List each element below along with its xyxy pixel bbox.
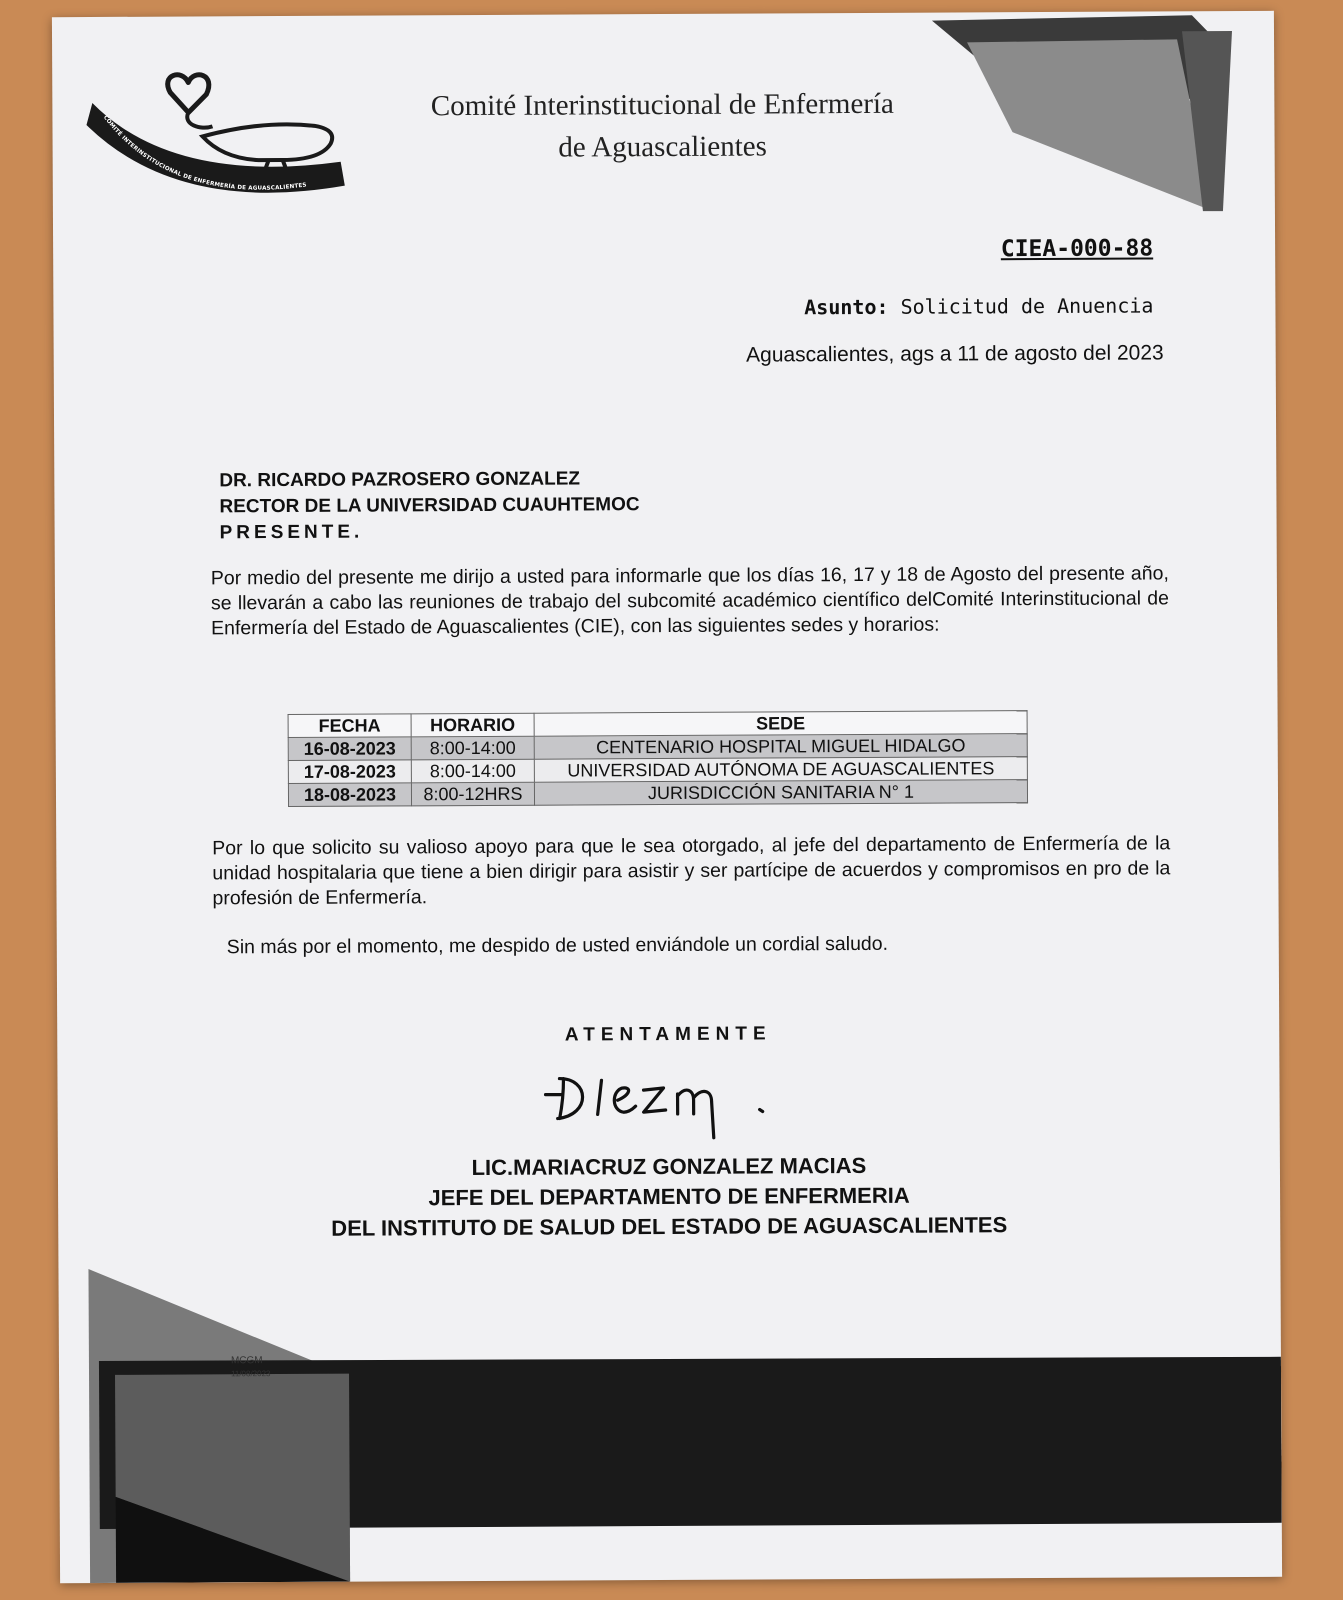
column-header-horario: HORARIO xyxy=(411,713,534,737)
letter-page xyxy=(52,11,1282,1583)
initials-text: MCGM xyxy=(230,1355,263,1367)
table-row xyxy=(288,757,1027,784)
signer-title-line2: DEL INSTITUTO DE SALUD DEL ESTADO DE AGUASCALIENTES xyxy=(331,1212,1008,1241)
cell-fecha: 16-08-2023 xyxy=(288,737,411,761)
subject-line xyxy=(613,293,1153,320)
closing-line: Sin más por el momento, me despido de usted enviándole un cordial saludo. xyxy=(226,932,889,959)
request-paragraph: Por lo que solicito su valioso apoyo para que le sea otorgado, al jefe del departamento de Enfermería de la unidad hospitalaria que tiene a bien dirigir para asistir y ser partícipe de acuerdos y compromisos en pro de la profesión de Enfermería. xyxy=(212,832,1171,910)
cell-horario: 8:00-14:00 xyxy=(411,736,534,760)
committee-title-line2: de Aguascalientes xyxy=(558,130,767,164)
cell-sede: CENTENARIO HOSPITAL MIGUEL HIDALGO xyxy=(534,734,1027,760)
table-row xyxy=(288,780,1027,807)
subject-value: Solicitud de Anuencia xyxy=(900,293,1154,319)
flame-stroke xyxy=(187,112,212,127)
schedule-table xyxy=(288,710,1028,807)
handwritten-signature xyxy=(539,1063,799,1144)
lamp-icon xyxy=(202,124,332,160)
recipient-block xyxy=(219,466,640,546)
footer-decoration xyxy=(58,1251,1282,1583)
committee-title xyxy=(352,82,972,169)
subject-label: Asunto: xyxy=(804,294,889,320)
header-decoration-mid-block xyxy=(967,39,1213,212)
heart-icon xyxy=(168,75,209,113)
initials-date: 11/08/2023 xyxy=(230,1369,271,1379)
signer-title-line1: JEFE DEL DEPARTAMENTO DE ENFERMERIA xyxy=(428,1182,910,1211)
column-header-sede: SEDE xyxy=(534,711,1027,737)
recipient-name: DR. RICARDO PAZROSERO GONZALEZ xyxy=(219,468,581,492)
committee-logo xyxy=(82,64,353,215)
cell-horario: 8:00-14:00 xyxy=(411,759,534,783)
signer-block xyxy=(58,1149,1280,1245)
cell-fecha: 18-08-2023 xyxy=(288,783,411,807)
cell-fecha: 17-08-2023 xyxy=(288,760,411,784)
recipient-title: RECTOR DE LA UNIVERSIDAD CUAUHTEMOC xyxy=(219,494,640,518)
cell-sede: JURISDICCIÓN SANITARIA N° 1 xyxy=(534,780,1027,806)
intro-paragraph: Por medio del presente me dirijo a usted para informarle que los días 16, 17 y 18 de Agosto del presente año, se llevarán a cabo las reuniones de trabajo del subcomité académico científico delComité Interinstitucional de Enfermería del Estado de Aguascalientes (CIE), con las siguientes sedes y horarios: xyxy=(210,562,1170,640)
cell-sede: UNIVERSIDAD AUTÓNOMA DE AGUASCALIENTES xyxy=(534,757,1027,783)
committee-title-line1: Comité Interinstitucional de Enfermería xyxy=(430,87,894,123)
table-row xyxy=(288,734,1027,761)
typist-initials xyxy=(231,1354,271,1380)
column-header-fecha: FECHA xyxy=(288,714,411,738)
signer-name: LIC.MARIACRUZ GONZALEZ MACIAS xyxy=(471,1152,867,1181)
recipient-presente: PRESENTE. xyxy=(219,521,364,544)
atentamente-label: ATENTAMENTE xyxy=(564,1023,772,1046)
reference-code: CIEA-000-88 xyxy=(1000,235,1154,263)
logo-banner-text: COMITÉ INTERINSTITUCIONAL DE ENFERMERÍA DE AGUASCALIENTES xyxy=(101,114,308,192)
date-line: Aguascalientes, ags a 11 de agosto del 2023 xyxy=(746,341,1164,367)
cell-horario: 8:00-12HRS xyxy=(411,782,534,806)
